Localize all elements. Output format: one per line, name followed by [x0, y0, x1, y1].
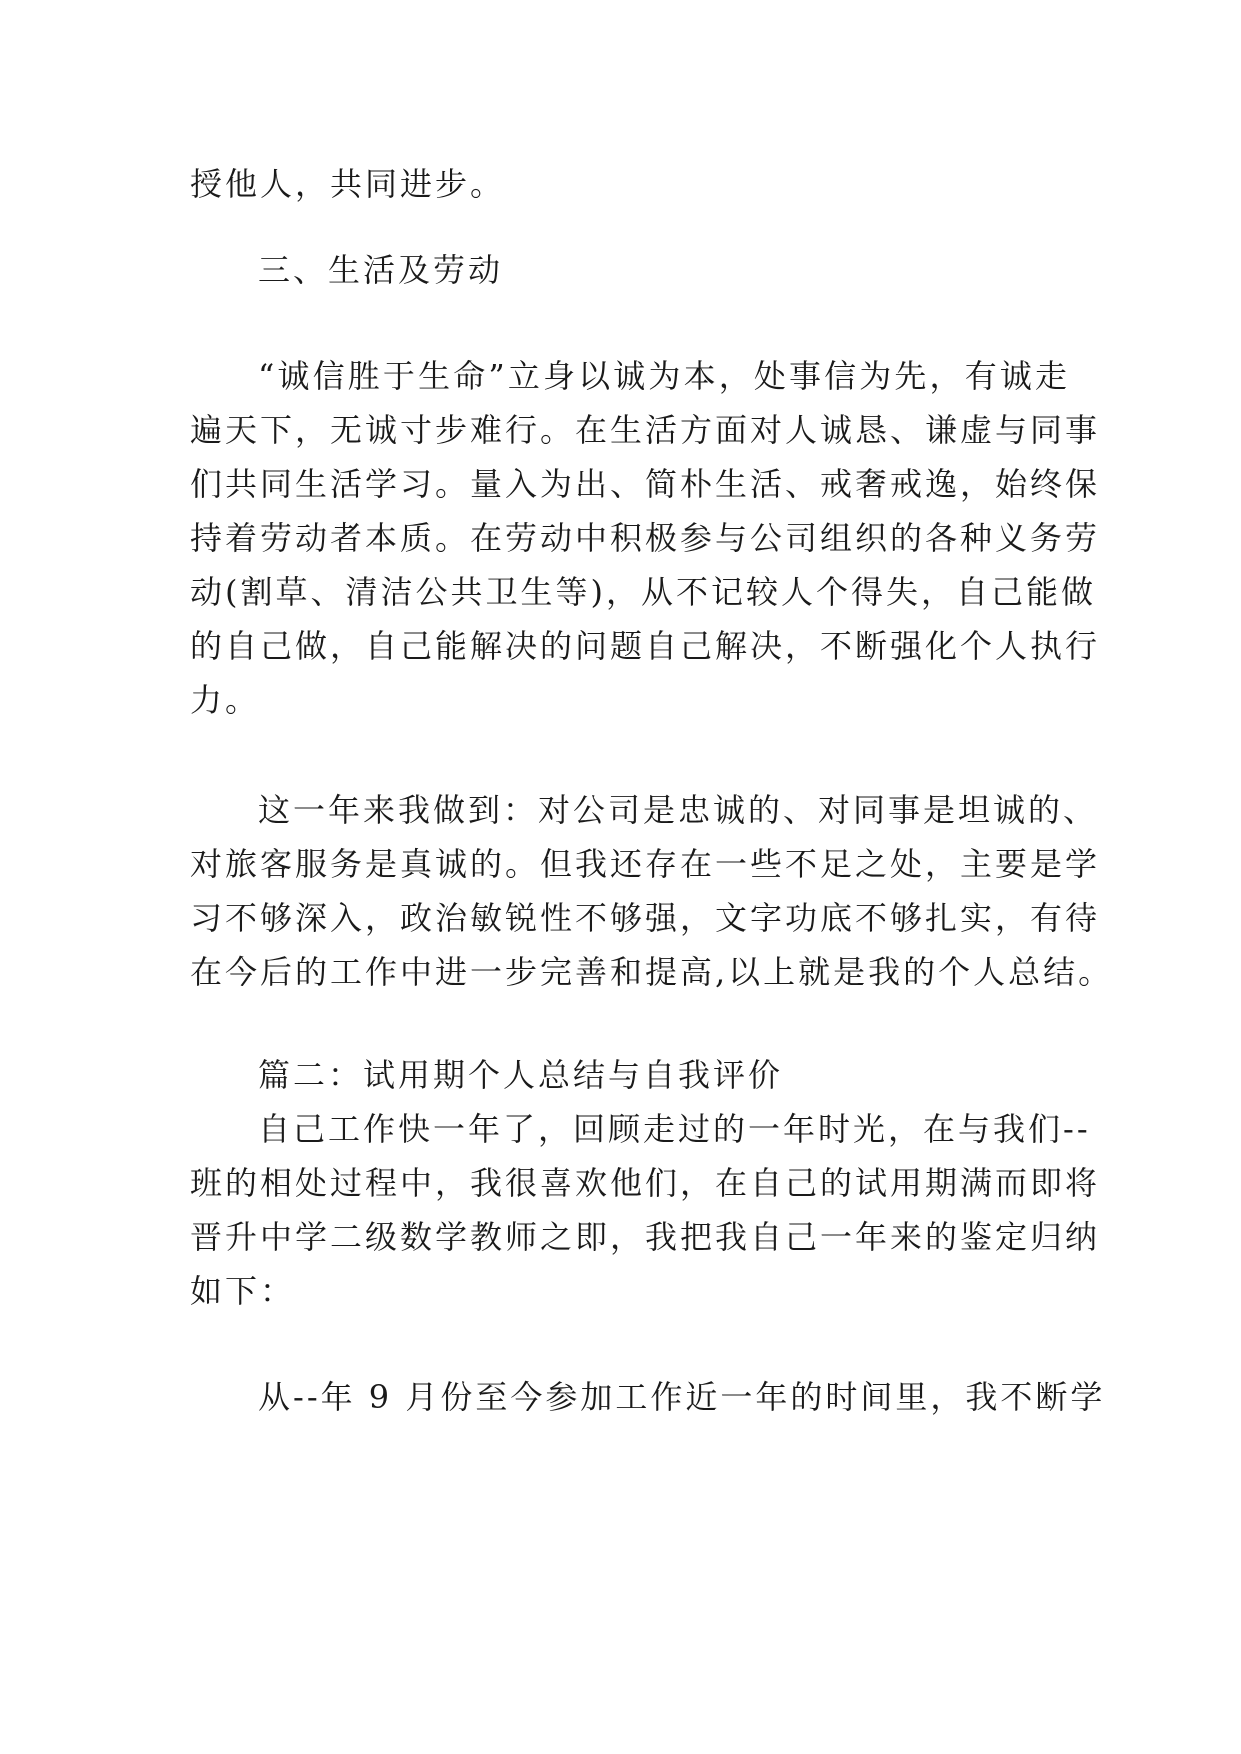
paragraph-line: 遍天下，无诚寸步难行。在生活方面对人诚恳、谦虚与同事	[190, 411, 1101, 449]
paragraph-line: 习不够深入，政治敏锐性不够强，文字功底不够扎实，有待	[190, 899, 1101, 937]
paragraph-line: 的自己做，自己能解决的问题自己解决，不断强化个人执行	[190, 627, 1101, 665]
paragraph-line: 力。	[190, 681, 261, 719]
paragraph-line: 自己工作快一年了，回顾走过的一年时光，在与我们--	[258, 1110, 1091, 1148]
paragraph-line: 们共同生活学习。量入为出、简朴生活、戒奢戒逸，始终保	[190, 465, 1101, 503]
paragraph-line: 班的相处过程中，我很喜欢他们，在自己的试用期满而即将	[190, 1164, 1101, 1202]
section-heading: 篇二：试用期个人总结与自我评价	[258, 1056, 784, 1094]
paragraph-line: 持着劳动者本质。在劳动中积极参与公司组织的各种义务劳	[190, 519, 1101, 557]
paragraph-line: 授他人，共同进步。	[190, 165, 506, 203]
paragraph-line: 在今后的工作中进一步完善和提高,以上就是我的个人总结。	[190, 953, 1114, 991]
paragraph-line: 对旅客服务是真诚的。但我还存在一些不足之处，主要是学	[190, 845, 1101, 883]
paragraph-line: 动(割草、清洁公共卫生等)，从不记较人个得失，自己能做	[190, 573, 1096, 611]
paragraph-line: 这一年来我做到：对公司是忠诚的、对同事是坦诚的、	[258, 791, 1099, 829]
section-heading: 三、生活及劳动	[258, 251, 504, 289]
paragraph-line: “诚信胜于生命”立身以诚为本，处事信为先，有诚走	[258, 357, 1070, 395]
paragraph-line: 从--年 9 月份至今参加工作近一年的时间里，我不断学	[258, 1378, 1106, 1416]
paragraph-line: 晋升中学二级数学教师之即，我把我自己一年来的鉴定归纳	[190, 1218, 1101, 1256]
paragraph-line: 如下：	[190, 1272, 296, 1310]
